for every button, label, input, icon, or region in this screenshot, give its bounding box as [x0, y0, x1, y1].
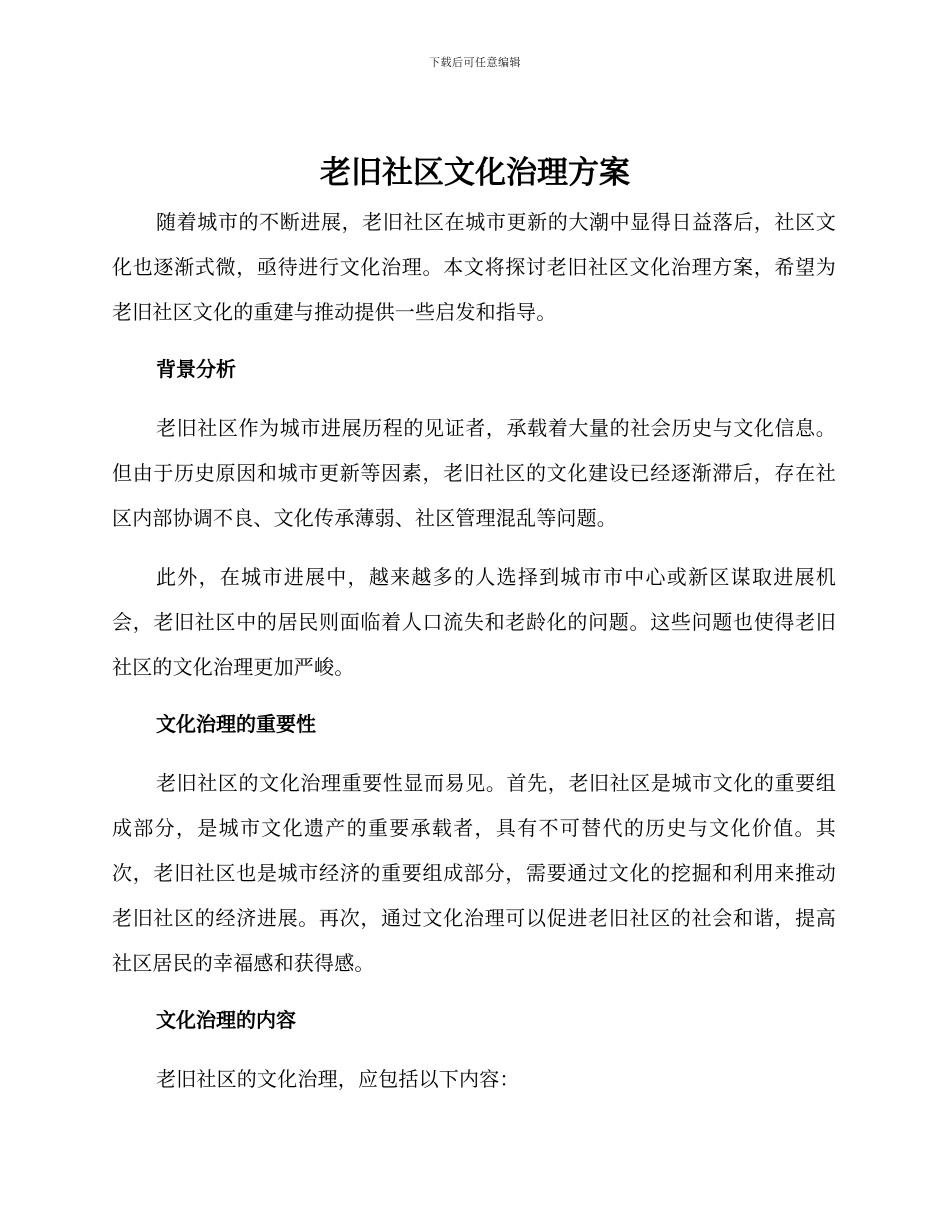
document-body	[112, 200, 836, 1102]
section-heading-importance: 文化治理的重要性	[156, 712, 316, 736]
background-paragraph-1: 老旧社区作为城市进展历程的见证者，承载着大量的社会历史与文化信息。但由于历史原因和城市更新等因素，老旧社区的文化建设已经逐渐滞后，存在社区内部协调不良、文化传承薄弱、社区管理混乱等问题。	[112, 416, 836, 530]
section-heading-content: 文化治理的内容	[156, 1008, 296, 1032]
content-paragraph-1: 老旧社区的文化治理，应包括以下内容：	[156, 1067, 520, 1091]
intro-paragraph: 随着城市的不断进展，老旧社区在城市更新的大潮中显得日益落后，社区文化也逐渐式微，亟待进行文化治理。本文将探讨老旧社区文化治理方案，希望为老旧社区文化的重建与推动提供一些启发和指导。	[112, 210, 836, 324]
document-title: 老旧社区文化治理方案	[320, 155, 630, 191]
importance-paragraph-1: 老旧社区的文化治理重要性显而易见。首先，老旧社区是城市文化的重要组成部分，是城市文化遗产的重要承载者，具有不可替代的历史与文化价值。其次，老旧社区也是城市经济的重要组成部分，需要通过文化的挖掘和利用来推动老旧社区的经济进展。再次，通过文化治理可以促进老旧社区的社会和谐，提高社区居民的幸福感和获得感。	[112, 771, 836, 975]
section-heading-background: 背景分析	[156, 357, 236, 381]
background-paragraph-2: 此外，在城市进展中，越来越多的人选择到城市市中心或新区谋取进展机会，老旧社区中的居民则面临着人口流失和老龄化的问题。这些问题也使得老旧社区的文化治理更加严峻。	[112, 565, 836, 679]
header-note: 下载后可任意编辑	[429, 56, 521, 69]
